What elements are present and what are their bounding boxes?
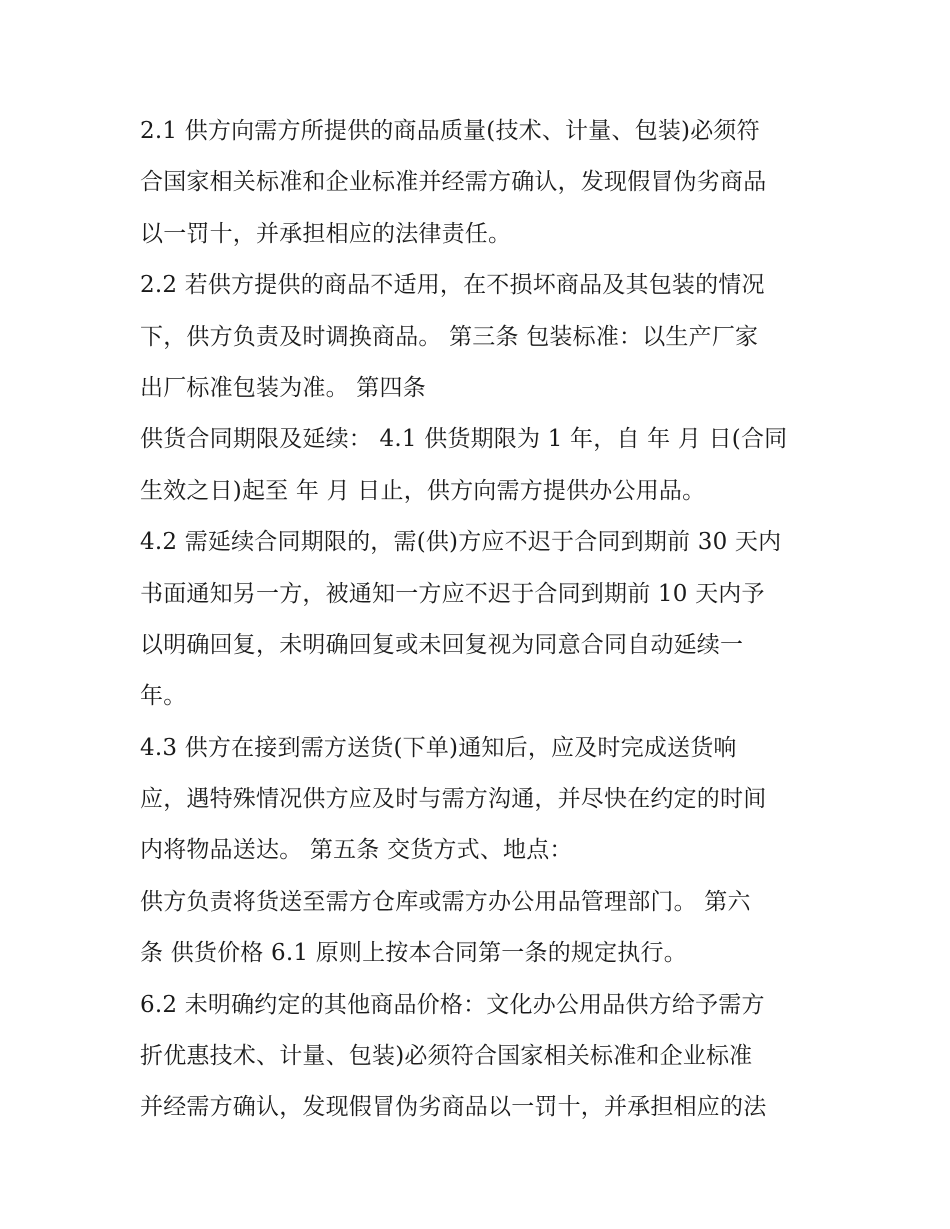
text-line: 2.2 若供方提供的商品不适用，在不损坏商品及其包装的情况 [140, 272, 765, 299]
text-line: 供货合同期限及延续： 4.1 供货期限为 1 年，自 年 月 日(合同 [140, 426, 788, 453]
text-line: 生效之日)起至 年 月 日止，供方向需方提供办公用品。 [140, 477, 706, 504]
text-line: 4.2 需延续合同期限的，需(供)方应不迟于合同到期前 30 天内 [140, 529, 782, 556]
text-line: 内将物品送达。 第五条 交货方式、地点： [140, 837, 573, 864]
text-line: 6.2 未明确约定的其他商品价格：文化办公用品供方给予需方 [140, 991, 765, 1018]
text-line: 以明确回复，未明确回复或未回复视为同意合同自动延续一 [140, 631, 744, 658]
text-line: 并经需方确认，发现假冒伪劣商品以一罚十，并承担相应的法 [140, 1094, 767, 1121]
text-line: 书面通知另一方，被通知一方应不迟于合同到期前 10 天内予 [140, 580, 765, 607]
text-line: 出厂标准包装为准。 第四条 [140, 374, 426, 401]
text-line: 以一罚十，并承担相应的法律责任。 [140, 220, 512, 247]
text-line: 下，供方负责及时调换商品。 第三条 包装标准：以生产厂家 [140, 323, 759, 350]
text-line: 供方负责将货送至需方仓库或需方办公用品管理部门。 第六 [140, 888, 751, 915]
text-line: 4.3 供方在接到需方送货(下单)通知后，应及时完成送货响 [140, 734, 737, 761]
text-line: 条 供货价格 6.1 原则上按本合同第一条的规定执行。 [140, 940, 687, 967]
text-line: 折优惠技术、计量、包装)必须符合国家相关标准和企业标准 [140, 1043, 753, 1070]
text-line: 年。 [140, 683, 187, 710]
text-line: 2.1 供方向需方所提供的商品质量(技术、计量、包装)必须符 [140, 118, 760, 144]
text-line: 合国家相关标准和企业标准并经需方确认，发现假冒伪劣商品 [140, 169, 767, 196]
text-line: 应，遇特殊情况供方应及时与需方沟通，并尽快在约定的时间 [140, 786, 767, 813]
document-body [140, 106, 820, 1134]
